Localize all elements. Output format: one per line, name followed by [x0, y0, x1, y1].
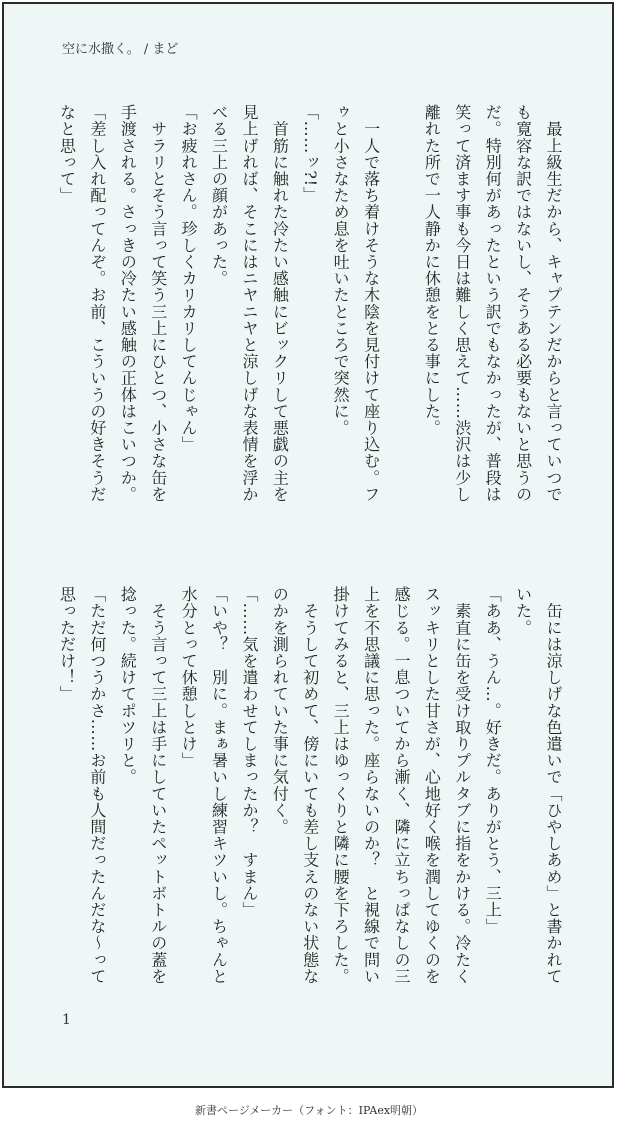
text-line: のかを測られていた事に気付く。	[270, 586, 290, 835]
text-line: 「お疲れさん。珍しくカリカリしてんじゃん」	[179, 104, 199, 453]
text-line: そう言って三上は手にしていたペットボトルの蓋を	[148, 586, 168, 985]
manuscript-page	[2, 2, 614, 1088]
text-line: 捻った。続けてポツリと。	[118, 586, 138, 786]
text-line: スッキリとした甘さが、心地好く喉を潤してゆくのを	[422, 586, 442, 985]
text-line: 「……気を遣わせてしまったか？ すまん」	[239, 586, 259, 918]
text-line: 上を不思議に思った。座らないのか？ と視線で問い	[361, 586, 381, 985]
text-line: 「ああ、うん…。好きだ。ありがとう、三上」	[483, 586, 503, 935]
text-line: 素直に缶を受け取りプルタブに指をかける。冷たく	[452, 586, 472, 985]
text-line: サラリとそう言って笑う三上にひとつ、小さな缶を	[148, 104, 168, 503]
text-line: なと思って」	[57, 104, 77, 204]
text-line: だ。特別何があったという訳でもなかったが、普段は	[483, 104, 503, 503]
text-line: 「いや？ 別に。まぁ暑いし練習キツいし。ちゃんと	[209, 586, 229, 985]
text-line: 首筋に触れた冷たい感触にビックリして悪戯の主を	[270, 104, 290, 503]
text-line: いた。	[513, 586, 533, 636]
text-line: 手渡される。さっきの冷たい感触の正体はこいつか。	[118, 104, 138, 503]
text-line: べる三上の顔があった。	[209, 104, 229, 287]
text-line: 笑って済ます事も今日は難しく思えて……渋沢は少し	[452, 104, 472, 503]
text-line: 「ただ何つうかさ……お前も人間だったんだな～って	[87, 586, 107, 985]
text-line: 思っただけ！」	[57, 586, 77, 703]
text-column-top	[48, 104, 568, 534]
text-line	[386, 104, 416, 534]
text-line: 水分とって休憩しとけ」	[179, 586, 199, 769]
text-line: 感じる。一息ついてから漸く、隣に立ちっぱなしの三	[391, 586, 411, 985]
text-line: も寛容な訳ではないし、そうある必要もないと思うの	[513, 104, 533, 503]
text-line: そうして初めて、傍にいても差し支えのない状態な	[300, 586, 320, 985]
text-line: 見上げれば、そこにはニヤニヤと涼しげな表情を浮か	[239, 104, 259, 503]
footer-credit: 新書ページメーカー（フォント：IPAex明朝）	[194, 1104, 424, 1117]
text-line: 離れた所で一人静かに休憩をとる事にした。	[422, 104, 442, 436]
page-number: 1	[62, 1012, 71, 1028]
text-column-bottom	[48, 586, 568, 1018]
text-line: ゥと小さなため息を吐いたところで突然に。	[331, 104, 351, 436]
text-line: 「……ッ?!」	[300, 104, 320, 204]
page-header-title: 空に水撒く。 / まど	[62, 42, 179, 57]
text-line: 一人で落ち着けそうな木陰を見付けて座り込む。フ	[361, 104, 381, 503]
text-line: 掛けてみると、三上はゆっくりと隣に腰を下ろした。	[331, 586, 351, 985]
text-line: 缶には涼しげな色遣いで「ひやしあめ」と書かれて	[544, 586, 563, 985]
text-line: 最上級生だから、キャプテンだからと言っていつで	[544, 104, 563, 503]
text-line: 「差し入れ配ってんぞ。お前、こういうの好きそうだ	[87, 104, 107, 503]
